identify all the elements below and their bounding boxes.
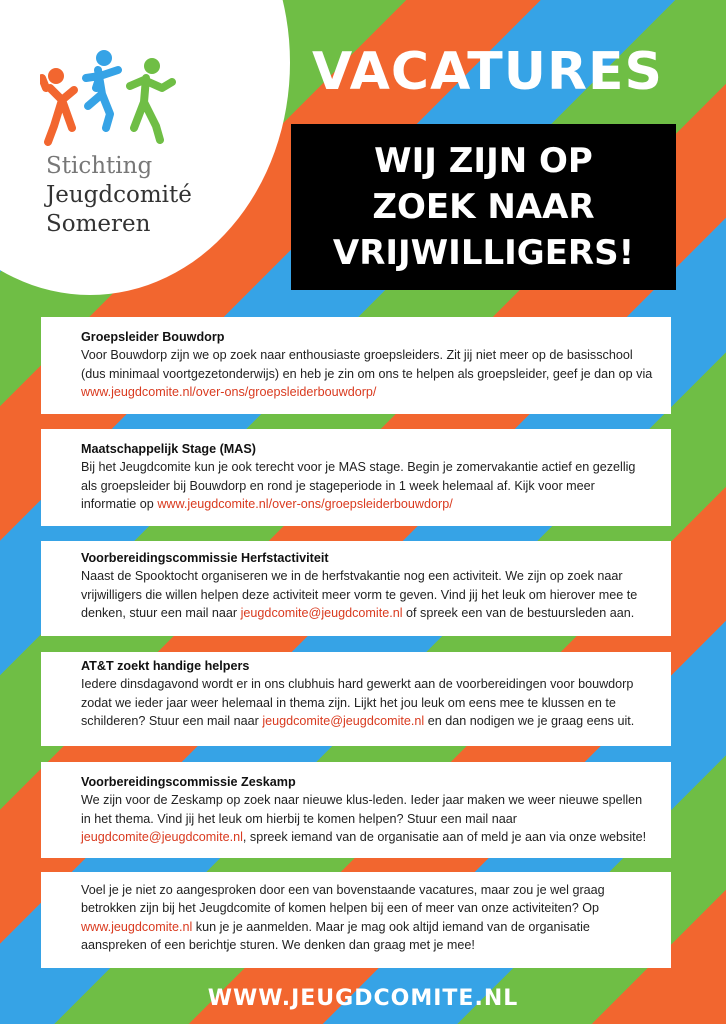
- card-text: We zijn voor de Zeskamp op zoek naar nieuwe klus-leden. Ieder jaar maken we weer nieuwe spellen in het thema. Vind jij het leuk om hierbij te komen helpen? Stuur een mail naar: [81, 793, 643, 826]
- card-link[interactable]: www.jeugdcomite.nl/over-ons/groepsleiderbouwdorp/: [157, 497, 453, 512]
- headline-line3: VRIJWILLIGERS!: [332, 233, 635, 273]
- vacancy-card-groepsleider: [41, 317, 671, 414]
- card-link[interactable]: www.jeugdcomite.nl/over-ons/groepsleiderbouwdorp/: [81, 385, 377, 400]
- card-text: Naast de Spooktocht organiseren we in de herfstvakantie nog een activiteit. We zijn op zoek naar vrijwilligers die willen helpen deze activiteit meer vorm te geven. Vind jij het leuk om hierover mee te denken, stuur een mail naar: [81, 569, 638, 621]
- page-title: VACATURES: [311, 42, 664, 102]
- card-text: Voor Bouwdorp zijn we op zoek naar enthousiaste groepsleiders. Zit jij niet meer op de basisschool (dus minimaal voortgezetonderwijs) en heb je zin om ons te helpen als groepsleider, geef je dan op via: [81, 348, 653, 381]
- card-title: Voorbereidingscommissie Zeskamp: [81, 775, 296, 789]
- card-title: AT&T zoekt handige helpers: [81, 659, 250, 673]
- headline-line1: WIJ ZIJN OP: [374, 141, 593, 181]
- footer-website-link[interactable]: WWW.JEUGDCOMITE.NL: [207, 986, 519, 1011]
- card-text-end: en dan nodigen we je graag eens uit.: [424, 714, 635, 729]
- card-title: Voorbereidingscommissie Herfstactiviteit: [81, 551, 329, 565]
- card-text: Iedere dinsdagavond wordt er in ons clubhuis hard gewerkt aan de voorbereidingen voor bouwdorp zodat we ieder jaar weer helemaal in thema zijn. Lijkt het jou leuk om eens mee te klussen en te schilderen? Stuur een mail naar: [81, 677, 634, 729]
- vacancy-card-herfstactiviteit: [41, 541, 671, 636]
- logo-figures-icon: [40, 48, 180, 148]
- card-title: Maatschappelijk Stage (MAS): [81, 442, 256, 456]
- card-text-end: kun je je aanmelden. Maar je mag ook altijd iemand van de organisatie aanspreken of een berichtje sturen. We denken dan graag met je mee!: [81, 919, 590, 953]
- card-text: Voel je je niet zo aangesproken door een van bovenstaande vacatures, maar zou je wel graag betrokken zijn bij het Jeugdcomite of komen helpen bij een of meer van onze activiteiten? Op: [81, 883, 605, 916]
- card-text-end: , spreek iemand van de organisatie aan of meld je aan via onze website!: [242, 830, 647, 845]
- card-link[interactable]: jeugdcomite@jeugdcomite.nl: [262, 714, 425, 729]
- organization-name: [46, 152, 192, 239]
- card-text: Bij het Jeugdcomite kun je ook terecht voor je MAS stage. Begin je zomervakantie actief en gezellig als groepsleider bij Bouwdorp en rond je stageperiode in 1 week helemaal af. Kijk voor meer informatie op: [81, 460, 636, 512]
- vacancy-card-zeskamp: [41, 762, 671, 858]
- general-signup-card: [41, 872, 671, 968]
- card-title: Groepsleider Bouwdorp: [81, 330, 225, 344]
- org-name-line3: Someren: [46, 211, 151, 237]
- vacancy-card-att: [41, 652, 671, 746]
- card-link[interactable]: www.jeugdcomite.nl: [81, 919, 193, 934]
- card-link[interactable]: jeugdcomite@jeugdcomite.nl: [240, 606, 403, 621]
- org-name-line2: Jeugdcomité: [46, 182, 192, 208]
- org-name-line1: Stichting: [46, 153, 153, 179]
- vacancy-card-mas: [41, 429, 671, 526]
- headline-line2: ZOEK NAAR: [372, 187, 595, 227]
- headline-box: [291, 124, 676, 290]
- card-text-end: of spreek een van de bestuursleden aan.: [402, 606, 635, 621]
- card-link[interactable]: jeugdcomite@jeugdcomite.nl: [81, 830, 243, 845]
